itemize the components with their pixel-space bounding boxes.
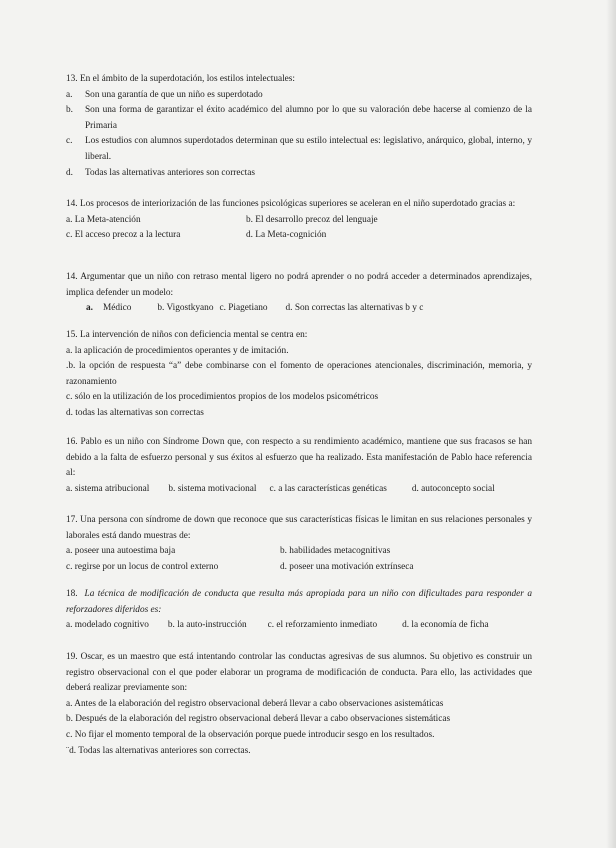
question-18-stem: [66, 587, 532, 618]
question-13-option-c: c. Los estudios con alumnos superdotados determinan que su estilo intelectual es: legislativo, anárquico, global, interno, y liberal.: [66, 136, 532, 162]
question-17-option-b: b. habilidades metacognitivas: [280, 546, 391, 557]
question-17-option-d: d. poseer una motivación extrínseca: [280, 561, 414, 572]
question-14b-option-a: Médico: [102, 303, 132, 314]
question-13-option-a: a. Son una garantía de que un niño es superdotado: [66, 89, 263, 100]
question-19: [66, 650, 532, 759]
question-19-option-d: ¨d. Todas las alternativas anteriores son correctas.: [66, 745, 251, 756]
question-18-option-c: c. el reforzamiento inmediato: [267, 620, 378, 631]
question-14-retraso: [66, 270, 532, 317]
question-15-option-c: c. sólo en la utilización de los procedimientos propios de los modelos psicométricos: [66, 392, 379, 403]
question-18-option-b: b. la auto-instrucción: [167, 620, 247, 631]
question-18-option-d: d. la economía de ficha: [402, 620, 489, 631]
question-17: [66, 513, 532, 575]
question-19-stem: 19. Oscar, es un maestro que está intentando controlar las conductas agresivas de sus alumnos. Su objetivo es construir un registro observacional con el que poder elaborar un programa de modificación de conducta. Para ello, las actividades que deberá realizar previamente son:: [66, 652, 532, 694]
question-15-option-a: a. la aplicación de procedimientos operantes y de imitación.: [66, 345, 289, 356]
question-18: [66, 587, 532, 634]
question-14b-option-d: d. Son correctas las alternativas b y c: [285, 303, 424, 314]
question-16-options-row: [66, 482, 532, 498]
question-17-options-row-2: [66, 560, 532, 576]
question-16-option-c: c. a las características genéticas: [269, 483, 387, 494]
question-14b-option-b: b. Vigostkyano: [157, 303, 214, 314]
question-14a-option-a: a. La Meta-atención: [66, 214, 141, 225]
question-17-stem: 17. Una persona con síndrome de down que reconoce que sus características físicas le limitan en sus relaciones personales y laborales está dando muestras de:: [66, 515, 532, 541]
question-16-option-b: b. sistema motivacional: [168, 483, 257, 494]
question-13: [66, 72, 532, 181]
question-17-options-row-1: [66, 544, 532, 560]
question-17-option-c: c. regirse por un locus de control externo: [66, 561, 219, 572]
scan-edge-shadow: [606, 0, 616, 848]
question-17-option-a: a. poseer una autoestima baja: [66, 546, 176, 557]
question-18-text: La técnica de modificación de conducta que resulta más apropiada para un niño con dificultades para responder a reforzadores diferidos es:: [66, 589, 532, 615]
question-16-option-d: d. autoconcepto social: [411, 483, 495, 494]
question-15-option-d: d. todas las alternativas son correctas: [66, 407, 204, 418]
question-14a-option-c: c. El acceso precoz a la lectura: [66, 230, 181, 241]
question-14a-options-row-1: [66, 213, 532, 229]
question-14a-stem: 14. Los procesos de interiorización de las funciones psicológicas superiores se aceleran en el niño superdotado gracias a:: [66, 199, 516, 209]
question-14b-option-a-label: a.: [86, 303, 93, 314]
question-16: [66, 435, 532, 497]
question-13-stem: 13. En el ámbito de la superdotación, los estilos intelectuales:: [66, 74, 296, 84]
question-14a-option-b: b. El desarrollo precoz del lenguaje: [246, 214, 378, 225]
question-19-option-c: c. No fijar el momento temporal de la observación porque puede introducir sesgo en los resultados.: [66, 729, 435, 740]
question-14a-options-row-2: [66, 228, 532, 244]
question-14a-option-d: d. La Meta-cognición: [246, 230, 327, 241]
question-13-option-d: d. Todas las alternativas anteriores son correctas: [66, 167, 255, 178]
question-14-superdotado: [66, 197, 532, 244]
question-16-option-a: a. sistema atribucional: [66, 483, 150, 494]
question-13-option-b: b. Son una forma de garantizar el éxito académico del alumno por lo que su valoración debe hacerse al comienzo de la Primaria: [66, 105, 532, 131]
question-14b-option-c: c. Piagetiano: [219, 303, 268, 314]
question-15-option-b: .b. la opción de respuesta “a” debe combinarse con el fomento de operaciones atencionales, discriminación, memoria, y razonamiento: [66, 361, 532, 387]
question-15: [66, 328, 532, 422]
question-18-options-row: [66, 618, 532, 634]
question-18-option-a: a. modelado cognitivo: [66, 620, 149, 631]
question-16-stem: 16. Pablo es un niño con Síndrome Down que, con respecto a su rendimiento académico, mantiene que sus fracasos se han debido a la falta de esfuerzo personal y sus éxitos al esfuerzo que ha realizado. Esta manifestación de Pablo hace referencia al:: [66, 437, 532, 479]
question-19-option-b: b. Después de la elaboración del registro observacional deberá llevar a cabo observaciones sistemáticas: [66, 714, 451, 725]
question-19-option-a: a. Antes de la elaboración del registro observacional deberá llevar a cabo observaciones asistemáticas: [66, 698, 444, 709]
question-14b-options-row: [66, 301, 532, 317]
question-15-stem: 15. La intervención de niños con deficiencia mental se centra en:: [66, 330, 308, 340]
question-18-number: 18.: [66, 589, 78, 599]
question-14b-stem: 14. Argumentar que un niño con retraso mental ligero no podrá aprender o no podrá acceder a determinados aprendizajes, implica defender un modelo:: [66, 272, 532, 298]
